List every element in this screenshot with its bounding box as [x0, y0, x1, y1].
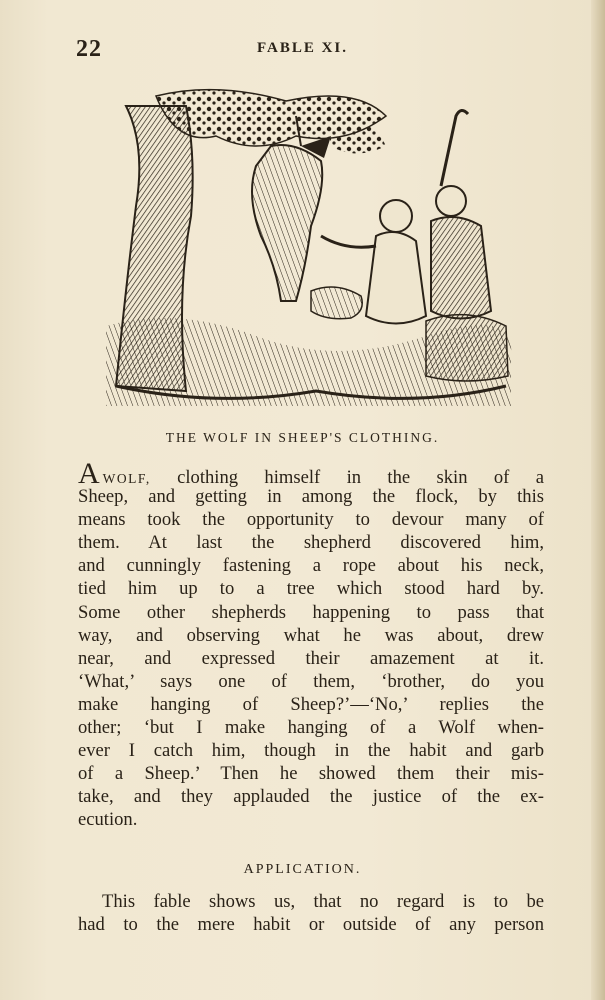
fable-line: ‘What,’ says one of them, ‘brother, do you: [78, 670, 544, 692]
fable-line: near, and expressed their amazement at it.: [78, 647, 544, 669]
dog: [311, 287, 362, 319]
application-line: had to the mere habit or outside of any person: [78, 914, 544, 936]
fable-line: way, and observing what he was about, drew: [78, 624, 544, 646]
fable-line: make hanging of Sheep?’—‘No,’ replies the: [78, 693, 544, 715]
fable-line: ever I catch him, though in the habit and garb: [78, 740, 544, 762]
second-shepherd-head: [436, 186, 466, 216]
fable-line: them. At last the shepherd discovered him,: [78, 532, 544, 554]
page-number: 22: [76, 36, 102, 62]
hanging-wolf: [252, 145, 322, 301]
woodcut-illustration: [96, 86, 520, 408]
application-line: This fable shows us, that no regard is to be: [102, 891, 544, 912]
illustration-caption: THE WOLF IN SHEEP'S CLOTHING.: [165, 430, 440, 445]
fable-line: tied him up to a tree which stood hard by.: [78, 578, 544, 600]
fable-line: and cunningly fastening a rope about his neck,: [78, 555, 544, 577]
application-heading: APPLICATION.: [243, 862, 362, 877]
running-head: FABLE XI.: [256, 40, 349, 56]
tree-trunk: [116, 106, 193, 391]
rocks: [426, 315, 508, 381]
fable-line: Sheep, and getting in among the flock, by this: [78, 486, 544, 508]
fable-line: Some other shepherds happening to pass that: [78, 601, 544, 623]
fable-first-line: [78, 457, 544, 490]
shepherd-arm: [321, 236, 376, 247]
application-text: [78, 890, 544, 936]
fable-line: take, and they applauded the justice of the ex-: [78, 786, 544, 808]
drop-cap: A: [78, 457, 100, 490]
fable-line: other; ‘but I make hanging of a Wolf when-: [78, 717, 544, 739]
fable-line: of a Sheep.’ Then he showed them their mis-: [78, 763, 544, 785]
fable-text: [78, 457, 544, 832]
fable-line: means took the opportunity to devour many of: [78, 509, 544, 531]
fable-line: ecution.: [78, 809, 138, 831]
second-shepherd-body: [431, 217, 491, 319]
shepherd-crook: [441, 110, 468, 186]
fable-line: clothing himself in the skin of a: [177, 467, 544, 488]
shepherd-head: [380, 200, 412, 232]
first-word: WOLF,: [102, 471, 151, 486]
page-edge: [591, 0, 605, 1000]
